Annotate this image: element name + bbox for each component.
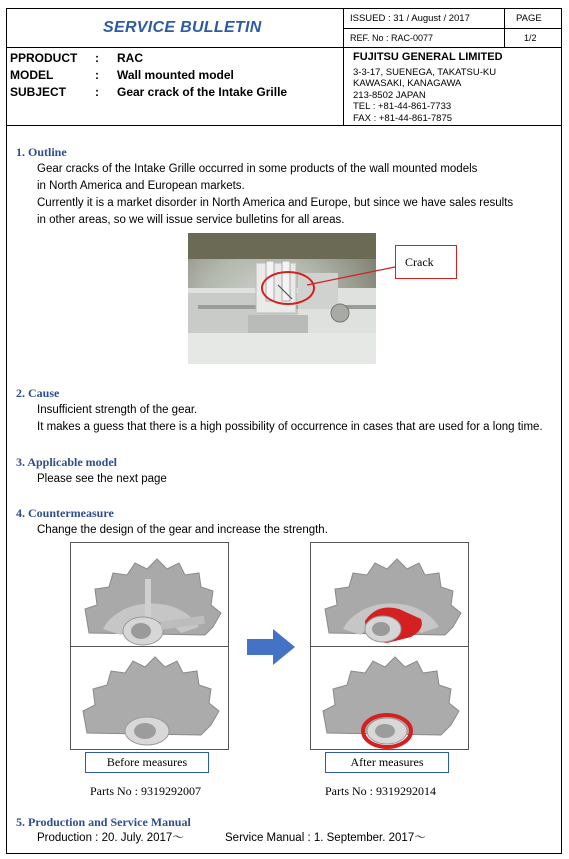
after-panel-divider bbox=[311, 646, 468, 647]
outline-text bbox=[37, 161, 557, 229]
product-label: PPRODUCT bbox=[10, 51, 78, 65]
company-name: FUJITSU GENERAL LIMITED bbox=[353, 51, 503, 63]
cause-line: It makes a guess that there is a high possibility of occurrence in cases that are used for a long time. bbox=[37, 421, 543, 433]
cause-line: Insufficient strength of the gear. bbox=[37, 404, 198, 416]
cause-heading: 2. Cause bbox=[16, 386, 60, 400]
issued-divider bbox=[343, 28, 561, 29]
applicable-heading: 3. Applicable model bbox=[16, 455, 118, 469]
countermeasure-heading: 4. Countermeasure bbox=[16, 506, 114, 520]
address-line-1: 3-3-17, SUENEGA, TAKATSU-KU bbox=[353, 67, 497, 78]
countermeasure-text: Change the design of the gear and increase the strength. bbox=[37, 524, 328, 536]
ref-number: REF. No : RAC-0077 bbox=[350, 33, 434, 43]
service-manual-date: Service Manual : 1. September. 2017～ bbox=[225, 832, 426, 844]
before-panel-divider bbox=[71, 646, 228, 647]
before-gear-top bbox=[85, 559, 221, 645]
subject-label: SUBJECT bbox=[10, 85, 67, 99]
header-vdivider bbox=[343, 9, 344, 125]
address-line-2: KAWASAKI, KANAGAWA bbox=[353, 78, 462, 90]
info-divider bbox=[7, 125, 561, 126]
before-parts-number: Parts No : 9319292007 bbox=[90, 784, 201, 798]
applicable-text: Please see the next page bbox=[37, 473, 167, 485]
after-gear-panel bbox=[310, 542, 469, 750]
company-address bbox=[353, 67, 496, 124]
outline-line: in other areas, so we will issue service bulletins for all areas. bbox=[37, 214, 345, 226]
product-value: RAC bbox=[117, 51, 143, 65]
issued-date: ISSUED : 31 / August / 2017 bbox=[350, 13, 470, 24]
crack-callout-box: Crack bbox=[395, 245, 457, 279]
after-gear-top bbox=[325, 559, 461, 643]
after-gear-bottom bbox=[323, 657, 459, 747]
product-colon: : bbox=[95, 51, 99, 65]
production-date: Production : 20. July. 2017～ bbox=[37, 832, 184, 844]
company-tel: TEL : +81-44-861-7733 bbox=[353, 101, 452, 113]
bulletin-title: SERVICE BULLETIN bbox=[103, 19, 262, 36]
before-gear-bottom bbox=[83, 657, 219, 745]
before-measures-label: Before measures bbox=[85, 752, 209, 773]
model-value: Wall mounted model bbox=[117, 68, 234, 82]
company-fax: FAX : +81-44-861-7875 bbox=[353, 112, 453, 124]
subject-value: Gear crack of the Intake Grille bbox=[117, 85, 288, 99]
bulletin-page bbox=[6, 8, 562, 854]
outline-line: Gear cracks of the Intake Grille occurred in some products of the wall mounted models bbox=[37, 163, 478, 175]
before-gear-panel bbox=[70, 542, 229, 750]
outline-line: Currently it is a market disorder in North America and Europe, but since we have sales results bbox=[37, 197, 514, 209]
model-label: MODEL bbox=[10, 68, 54, 82]
crack-callout-line bbox=[305, 265, 397, 289]
header-divider bbox=[7, 47, 561, 48]
production-heading: 5. Production and Service Manual bbox=[16, 815, 191, 829]
cause-text bbox=[37, 402, 562, 436]
outline-heading: 1. Outline bbox=[16, 145, 67, 159]
outline-line: in North America and European markets. bbox=[37, 180, 245, 192]
address-line-3: 213-8502 JAPAN bbox=[353, 89, 426, 101]
page-number: 1/2 bbox=[524, 33, 537, 43]
model-colon: : bbox=[95, 68, 99, 82]
after-parts-number: Parts No : 9319292014 bbox=[325, 784, 436, 798]
arrow-right-icon bbox=[245, 629, 297, 665]
subject-colon: : bbox=[95, 85, 99, 99]
after-measures-label: After measures bbox=[325, 752, 449, 773]
page-label: PAGE bbox=[516, 13, 542, 24]
